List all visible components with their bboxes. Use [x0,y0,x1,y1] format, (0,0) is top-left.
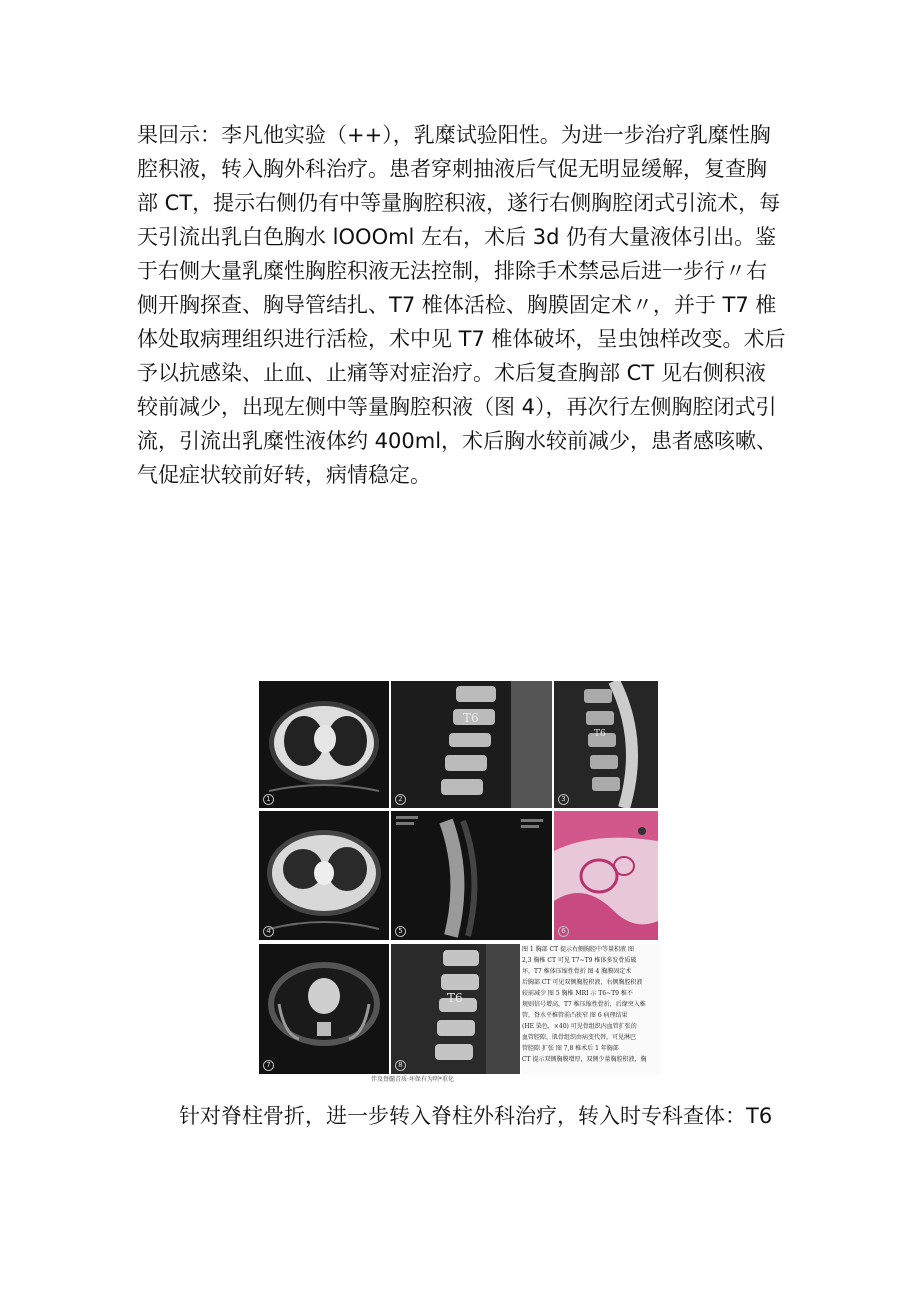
mri-spine-panel-5 [391,811,552,940]
text-line: 于右侧大量乳糜性胸腔积液无法控制，排除手术禁忌后进一步行〃右 [137,259,767,283]
caption-line: 规则信号增高，T7 椎压缩性骨折，后缘突入椎 [522,1001,646,1008]
ct-chest-image [259,944,389,1074]
mri-spine-image [391,811,552,940]
caption-line: 2,3 胸椎 CT 可见 T7~T9 椎体多发骨质破 [522,957,637,964]
pathology-histology-image [554,811,658,940]
ct-spine-sagittal-image [554,681,658,808]
text-line: 针对脊柱骨折，进一步转入脊柱外科治疗，转入时专科查体：T6 [179,1104,773,1128]
caption-line: 后胸部 CT 可见双侧胸腔积液，右侧胸腔积液 [522,979,643,986]
figure-footer-text: 伴及脊髓青质·坏保有为明*重化 [371,1076,454,1083]
ct-spine-panel-8 [391,944,520,1074]
text-line: 体处取病理组织进行活检，术中见 T7 椎体破坏，呈虫蚀样改变。术后 [137,327,786,351]
ct-spine-image [391,944,520,1074]
text-line: 部 CT，提示右侧仍有中等量胸腔积液，遂行右侧胸腔闭式引流术，每 [137,191,781,215]
caption-line: 血管腔隙，肌骨组织由病变代替，可见淋巴 [522,1034,637,1041]
panel-number: 7 [263,1060,274,1071]
panel-number: 6 [558,926,569,937]
ct-spine-panel-3 [554,681,658,808]
medical-image-figure [256,678,661,1085]
ct-chest-image [259,681,389,808]
text-line: 较前减少，出现左侧中等量胸腔积液（图 4），再次行左侧胸腔闭式引 [137,395,777,419]
caption-line: (HE 染色，×40) 可见骨组织内血管扩张的 [522,1023,637,1030]
ct-chest-panel-1 [259,681,389,808]
text-line: 气促症状较前好转，病情稳定。 [137,463,431,487]
vertebra-label: T6 [447,991,463,1005]
caption-line: 坏，T7 椎体压缩性骨折 图 4 胸膜固定术 [522,968,632,975]
vertebra-label: T6 [463,711,479,725]
caption-line: 管腔隙 扩张 图 7,8 椎术后 1 年胸部 [522,1045,619,1052]
caption-line: 较前减少 图 5 胸椎 MRI 示 T6~T9 椎不 [522,990,633,997]
panel-number: 3 [558,794,569,805]
ct-spine-image [391,681,552,808]
panel-number: 1 [263,794,274,805]
ct-chest-image [259,811,389,940]
panel-number: 5 [395,926,406,937]
vertebra-label: T6 [594,729,606,739]
figure-caption [522,944,660,1074]
panel-number: 2 [395,794,406,805]
text-line: 侧开胸探查、胸导管结扎、T7 椎体活检、胸膜固定术〃，并于 T7 椎 [137,293,777,317]
text-line: 天引流出乳白色胸水 lOOOml 左右，术后 3d 仍有大量液体引出。鉴 [137,225,777,249]
panel-number: 4 [263,926,274,937]
caption-line: 管，脊水平椎管前凸狭窄 图 6 病理结果 [522,1012,628,1019]
caption-line: CT 提示双侧胸膜增厚，双侧少量胸腔积液，胸 [522,1056,647,1063]
text-line: 流，引流出乳糜性液体约 400ml，术后胸水较前减少，患者感咳嗽、 [137,429,778,453]
ct-chest-panel-7 [259,944,389,1074]
panel-number: 8 [395,1060,406,1071]
text-line: 腔积液，转入胸外科治疗。患者穿刺抽液后气促无明显缓解，复查胸 [137,157,767,181]
pathology-panel-6 [554,811,658,940]
caption-line: 图 1 胸部 CT 提示右侧胸腔中等量积液 图 [522,946,634,953]
text-line: 果回示：李凡他实验（++），乳糜试验阳性。为进一步治疗乳糜性胸 [137,123,771,147]
text-line: 予以抗感染、止血、止痛等对症治疗。术后复查胸部 CT 见右侧积液 [137,361,766,385]
ct-spine-panel-2 [391,681,552,808]
body-paragraph-1 [137,118,787,492]
ct-chest-panel-4 [259,811,389,940]
body-paragraph-2 [137,1099,787,1133]
